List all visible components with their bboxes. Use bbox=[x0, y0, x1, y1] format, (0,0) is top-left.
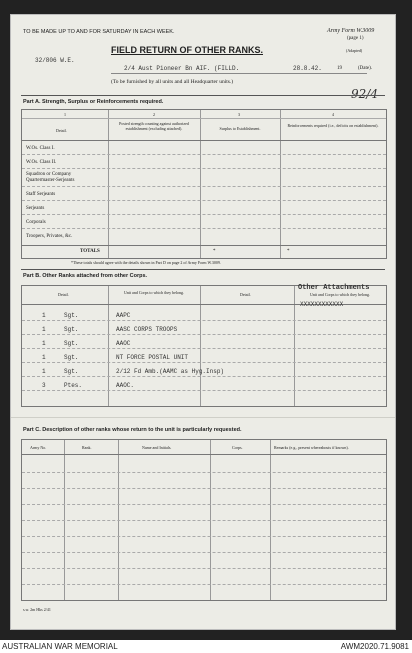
printer-mark: s.w. 2m Hks 2/41 bbox=[23, 607, 51, 612]
totals-star-reinforcements: * bbox=[287, 249, 290, 254]
row-serjeants: Serjeants bbox=[26, 206, 45, 211]
part-b-header-unit-1: Unit and Corps to which they belong. bbox=[123, 290, 185, 295]
part-a-footnote: *These totals should agree with the details shown in Part D on page 2 of Army Form W.3009. bbox=[71, 260, 221, 265]
row2-unit: AASC CORPS TROOPS bbox=[116, 326, 178, 333]
part-a-header-posted: Posted strength counting against authorized establishment (excluding attached). bbox=[119, 121, 189, 131]
date-value: 28.8.42. bbox=[293, 65, 322, 72]
row6-rank: Ptes. bbox=[64, 382, 83, 389]
unit-name: 2/4 Aust Pioneer Bn AIF. (FILLD. bbox=[124, 65, 240, 72]
row5-rank: Sgt. bbox=[64, 368, 79, 375]
part-c-header-army-no: Army No. bbox=[30, 445, 47, 450]
row-wo-class-2: W.Os. Class II. bbox=[26, 160, 57, 165]
row-squadron-company: Squadron or Company bbox=[26, 172, 72, 177]
archive-footer bbox=[0, 640, 412, 653]
unit-line bbox=[111, 73, 367, 74]
part-c-header-rank: Rank. bbox=[82, 445, 92, 450]
army-form-label: Army Form W.3009 bbox=[327, 28, 375, 34]
part-a-colnum-1: 1 bbox=[64, 112, 66, 117]
part-a-header-reinforcements: Reinforcements required (i.e., deficits on establishment). bbox=[287, 123, 379, 128]
row1-rank: Sgt. bbox=[64, 312, 79, 319]
furnished-note: (To be furnished by all units and all Headquarter units.) bbox=[111, 79, 234, 85]
page-label: (page 1) bbox=[347, 36, 364, 41]
date-label: (Date). bbox=[358, 66, 373, 71]
form-number: 32/806 W.E. bbox=[35, 57, 75, 64]
part-b-header-detail-1: Detail. bbox=[58, 292, 69, 297]
part-a-table bbox=[21, 109, 387, 259]
row6-qty: 3 bbox=[42, 382, 46, 389]
part-b-header-detail-2: Detail. bbox=[240, 292, 251, 297]
fold-line bbox=[11, 417, 395, 418]
row1-unit: AAPC bbox=[116, 312, 131, 319]
part-c-header-remarks: Remarks (e.g., present whereabouts if known). bbox=[274, 445, 349, 450]
other-attachments-stamp: Other Attachments bbox=[298, 284, 370, 292]
row5-qty: 1 bbox=[42, 368, 46, 375]
row-staff-serjeants: Staff Serjeants bbox=[26, 192, 56, 197]
row3-unit: AAOC bbox=[116, 340, 131, 347]
row2-rank: Sgt. bbox=[64, 326, 79, 333]
handwritten-note: 92/4 bbox=[351, 87, 378, 101]
row-corporals: Corporals bbox=[26, 220, 46, 225]
row-troopers: Troopers, Privates, &c. bbox=[26, 234, 73, 239]
row-qm-serjeants: Quartermaster-Serjeants bbox=[26, 178, 75, 183]
part-a-header-surplus: Surplus to Establishment. bbox=[219, 126, 261, 131]
part-a-rule bbox=[21, 95, 385, 96]
part-c-header-name: Name and Initials. bbox=[142, 445, 172, 450]
part-a-colnum-4: 4 bbox=[332, 112, 334, 117]
row4-rank: Sgt. bbox=[64, 354, 79, 361]
row2-qty: 1 bbox=[42, 326, 46, 333]
row3-qty: 1 bbox=[42, 340, 46, 347]
row6-unit: AAOC. bbox=[116, 382, 135, 389]
part-c-header-corps: Corps. bbox=[232, 445, 243, 450]
totals-star-surplus: * bbox=[213, 249, 216, 254]
row4-unit: NT FORCE POSTAL UNIT bbox=[116, 354, 189, 361]
row3-rank: Sgt. bbox=[64, 340, 79, 347]
part-a-header-detail: Detail. bbox=[56, 128, 67, 133]
footer-institution: AUSTRALIAN WAR MEMORIAL bbox=[2, 642, 118, 651]
row1-qty: 1 bbox=[42, 312, 46, 319]
struck-out-x: XXXXXXXXXXXX bbox=[300, 301, 344, 308]
part-b-title: Part B. Other Ranks attached from other Corps. bbox=[23, 273, 148, 279]
totals-label: TOTALS bbox=[80, 249, 100, 254]
year-prefix: 19 bbox=[337, 66, 342, 71]
part-b-header-unit-2: Unit and Corps to which they belong. bbox=[309, 292, 371, 297]
part-a-colnum-2: 2 bbox=[153, 112, 155, 117]
part-c-title: Part C. Description of other ranks whose return to the unit is particularly requested. bbox=[23, 427, 242, 433]
row-wo-class-1: W.Os. Class I. bbox=[26, 146, 55, 151]
part-a-title: Part A. Strength, Surplus or Reinforcements required. bbox=[23, 99, 164, 105]
form-title: FIELD RETURN OF OTHER RANKS. bbox=[111, 45, 263, 55]
part-b-table bbox=[21, 285, 387, 407]
form-page bbox=[10, 14, 396, 630]
footer-accession: AWM2020.71.9081 bbox=[340, 642, 409, 651]
top-note: TO BE MADE UP TO AND FOR SATURDAY IN EACH WEEK. bbox=[23, 29, 175, 35]
part-a-colnum-3: 3 bbox=[238, 112, 240, 117]
row5-unit: 2/12 Fd Amb.(AAMC as Hyg.Insp) bbox=[116, 368, 225, 375]
part-b-rule bbox=[21, 269, 385, 270]
adapted-label: (Adapted) bbox=[346, 48, 363, 53]
row4-qty: 1 bbox=[42, 354, 46, 361]
part-c-table bbox=[21, 439, 387, 601]
